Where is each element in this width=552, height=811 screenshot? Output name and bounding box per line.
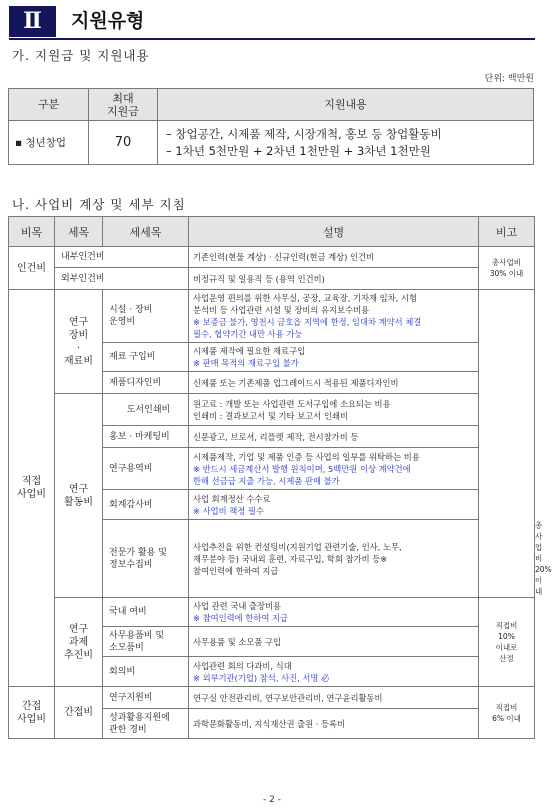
support-amount-table	[8, 88, 534, 165]
subitem-supplies: 사무용품비 및 소모품비	[103, 627, 189, 657]
table-header-row	[9, 89, 534, 121]
table-row: 전문가 활용 및 정보수집비 사업추진을 위한 컨설팅비(지원기업 관련기술, 인사, 노무, 재무분야 등) 국내외 훈련, 자료구입, 학회 참가비 등※ 참여인력에 한하여 지급 총사업비 20% 이내	[9, 520, 535, 598]
desc-expert: 사업추진을 위한 컨설팅비(지원기업 관련기술, 인사, 노무, 재무분야 등) 국내외 훈련, 자료구입, 학회 참가비 등※ 참여인력에 한하여 지급	[189, 520, 479, 598]
table-header-row	[9, 217, 535, 247]
desc-supplies: 사무용품 및 소모품 구입	[189, 627, 479, 657]
section1-title: 가. 지원금 및 지원내용	[12, 48, 150, 63]
subitem-travel: 국내 여비	[103, 598, 189, 627]
note-labor: 총사업비 30% 이내	[479, 247, 535, 290]
desc-material: 시제품 제작에 필요한 재료구입 ※ 판매 목적의 재료구입 불가	[189, 343, 479, 372]
page-number: - 2 -	[263, 795, 281, 805]
table-row	[9, 247, 535, 268]
desc-service: 시제품제작, 기업 및 제품 인증 등 사업의 일부를 위탁하는 비용 ※ 반드시 세금계산서 발행 원칙이며, 5백만원 이상 계약건에 한해 선금급 지출 가능, 시제품 판매 불가	[189, 448, 479, 490]
item-indirect: 간접비	[55, 687, 103, 739]
row-name: ▪ 청년창업	[9, 121, 89, 165]
category-labor: 인건비	[9, 247, 55, 290]
row-amount: 70	[89, 121, 158, 165]
subitem-design: 제품디자인비	[103, 372, 189, 394]
unit-label: 단위: 백만원	[484, 74, 534, 84]
subitem-printing: 도서인쇄비	[103, 394, 189, 426]
item-research-activity: 연구 활동비	[55, 394, 103, 598]
subitem-meeting: 회의비	[103, 657, 189, 687]
table-row	[9, 268, 535, 290]
header-item: 세목	[55, 217, 103, 247]
category-direct: 직접 사업비	[9, 290, 55, 687]
item-research-equipment: 연구 장비 · 재료비	[55, 290, 103, 394]
subitem-service: 연구용역비	[103, 448, 189, 490]
desc-internal-labor: 기존인력(현물 계상) · 신규인력(현금 계상) 인건비	[189, 247, 479, 268]
table-row	[9, 121, 534, 165]
item-research-task: 연구 과제 추진비	[55, 598, 103, 687]
note-task: 직접비 10% 이내로 산정	[479, 598, 535, 687]
subitem-research-support: 연구지원비	[103, 687, 189, 709]
header-max-amount: 최대 지원금	[89, 89, 158, 121]
desc-audit: 사업 회계정산 수수료 ※ 사업비 책정 필수	[189, 490, 479, 520]
table-row	[9, 598, 535, 627]
table-row	[9, 687, 535, 709]
subitem-facility: 시설 · 장비 운영비	[103, 290, 189, 343]
section-header	[9, 6, 535, 37]
desc-research-support: 연구실 안전관리비, 연구보안관리비, 연구윤리활동비	[189, 687, 479, 709]
header-content: 지원내용	[158, 89, 534, 121]
desc-design: 신제품 또는 기존제품 업그레이드시 적용된 제품디자인비	[189, 372, 479, 394]
desc-marketing: 신문광고, 브로셔, 리플렛 제작, 전시참가비 등	[189, 426, 479, 448]
desc-meeting: 사업관련 회의 다과비, 식대 ※ 외부기관(기업) 참석, 사진, 서명 必	[189, 657, 479, 687]
row-content: – 창업공간, 시제품 제작, 시장개척, 홍보 등 창업활동비 – 1차년 5천만원 + 2차년 1천만원 + 3차년 1천만원	[158, 121, 534, 165]
budget-guideline-table	[8, 216, 552, 739]
header-divider	[9, 38, 535, 40]
subitem-audit: 회계감사비	[103, 490, 189, 520]
subitem-expert: 전문가 활용 및 정보수집비	[103, 520, 189, 598]
header-category: 비목	[9, 217, 55, 247]
item-internal-labor: 내부인건비	[55, 247, 189, 268]
section-number-badge: Ⅱ	[9, 6, 56, 37]
page-title: 지원유형	[71, 10, 145, 32]
header-type: 구분	[9, 89, 89, 121]
note-indirect: 직접비 6% 이내	[479, 687, 535, 739]
desc-outcome: 과학문화활동비, 지식재산권 출원 · 등록비	[189, 709, 479, 739]
category-indirect: 간접 사업비	[9, 687, 55, 739]
desc-travel: 사업 관련 국내 출장비용 ※ 참여인력에 한하여 지급	[189, 598, 479, 627]
header-description: 설명	[189, 217, 479, 247]
table-row	[9, 290, 535, 343]
subitem-material: 재료 구입비	[103, 343, 189, 372]
section2-title: 나. 사업비 계상 및 세부 지침	[12, 197, 186, 212]
item-external-labor: 외부인건비	[55, 268, 189, 290]
table-row	[9, 394, 535, 426]
desc-facility: 사업운영 편의를 위한 사무실, 공장, 교육장, 기자재 임차, 시험 분석비 등 사업관련 시설 및 장비의 유지보수비용 ※ 보증금 불가, 영천시 금호읍 지역에 한정, 임대차 계약서 체결 필수, 협약기간 내만 사용 가능	[189, 290, 479, 343]
note-blank	[479, 290, 535, 598]
desc-printing: 원고료 : 개발 또는 사업관련 도서구입에 소요되는 비용 인쇄비 : 결과보고서 및 기타 보고서 인쇄비	[189, 394, 479, 426]
header-note: 비고	[479, 217, 535, 247]
header-subitem: 세세목	[103, 217, 189, 247]
subitem-marketing: 홍보 · 마케팅비	[103, 426, 189, 448]
desc-external-labor: 비정규직 및 일용직 등 (용역 인건비)	[189, 268, 479, 290]
subitem-outcome: 성과활용지원에 관한 경비	[103, 709, 189, 739]
